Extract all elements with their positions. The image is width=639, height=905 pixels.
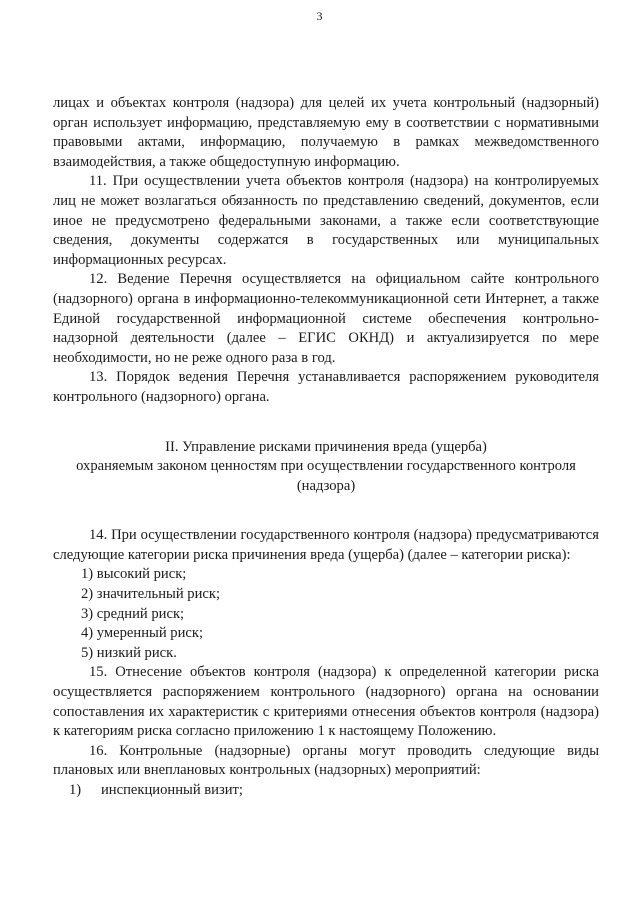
- risk-category-list: [53, 565, 599, 663]
- list-item: 5) низкий риск.: [81, 644, 177, 661]
- paragraph-16: 16. Контрольные (надзорные) органы могут проводить следующие виды плановых или внеплановых контрольных (надзорных) мероприятий:: [53, 742, 599, 779]
- list-item-number: 1): [69, 782, 82, 798]
- paragraph-12: 12. Ведение Перечня осуществляется на официальном сайте контрольного (надзорного) органа в информационно-телекоммуникационной сети Интернет, а также Единой государственной информационной системе обеспечения контрольно-надзорной деятельности (далее – ЕГИС ОКНД) и актуализируется по мере необходимости, но не реже одного раза в год.: [53, 271, 599, 366]
- spacer: [53, 408, 599, 438]
- paragraph-11: 11. При осуществлении учета объектов контроля (надзора) на контролируемых лиц не может возлагаться обязанность по представлению сведений, документов, если иное не предусмотрено федеральными законами, а также если соответствующие сведения, документы содержатся в государственных или муниципальных информационных ресурсах.: [53, 173, 599, 268]
- paragraph-continuation: лицах и объектах контроля (надзора) для целей их учета контрольный (надзорный) орган использует информацию, представляемую ему в соответствии с нормативными правовыми актами, информацию, получаемую в рамках межведомственного взаимодействия, а также общедоступную информацию.: [53, 95, 599, 170]
- event-type-list: [53, 781, 599, 801]
- list-item-text: инспекционный визит;: [101, 782, 243, 798]
- paragraph-14: 14. При осуществлении государственного контроля (надзора) предусматриваются следующие категории риска причинения вреда (ущерба) (далее – категории риска):: [53, 527, 599, 563]
- section-heading: [53, 438, 599, 497]
- page-number: 3: [316, 9, 323, 23]
- list-item: 3) средний риск;: [81, 605, 185, 622]
- section-heading-line-2: охраняемым законом ценностям при осуществлении государственного контроля: [76, 458, 576, 475]
- paragraph-15: 15. Отнесение объектов контроля (надзора) к определенной категории риска осуществляется распоряжением контрольного (надзорного) органа на основании сопоставления их характеристик с критериями отнесения объектов контроля (надзора) к категориям риска согласно приложению 1 к настоящему Положению.: [53, 664, 599, 740]
- spacer: [53, 496, 599, 526]
- section-heading-line-1: II. Управление рисками причинения вреда (ущерба): [165, 438, 487, 455]
- document-body: [53, 94, 599, 801]
- paragraph-13: 13. Порядок ведения Перечня устанавливается распоряжением руководителя контрольного (надзорного) органа.: [53, 369, 599, 405]
- section-heading-line-3: (надзора): [296, 477, 356, 494]
- list-item: 1) высокий риск;: [81, 566, 187, 583]
- list-item: 4) умеренный риск;: [81, 625, 204, 642]
- list-item: 2) значительный риск;: [81, 586, 221, 603]
- list-item: [53, 781, 599, 801]
